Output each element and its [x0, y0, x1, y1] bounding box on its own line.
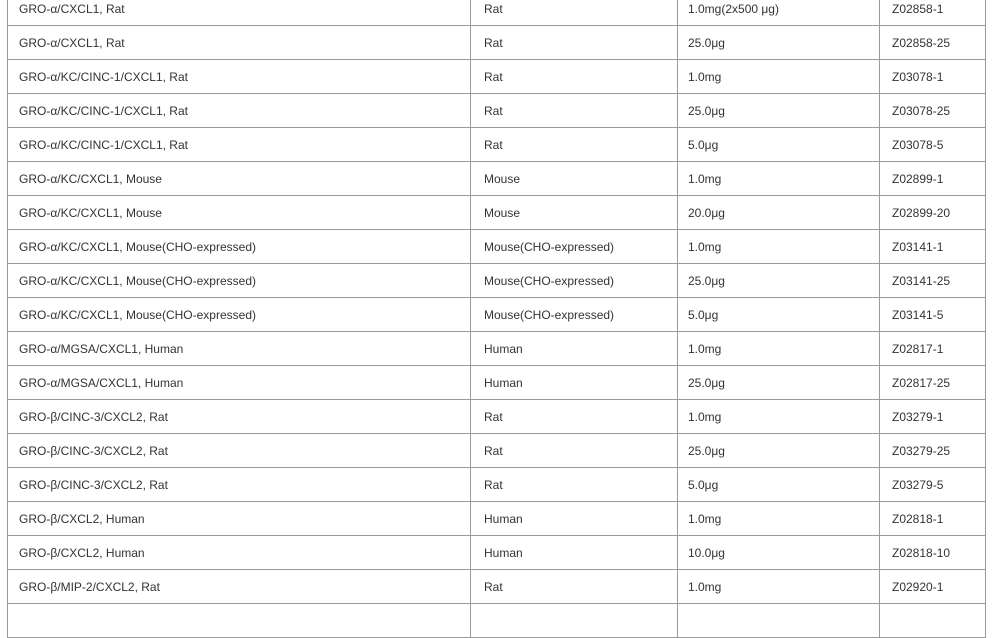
- product-name-cell: GRO-α/KC/CINC-1/CXCL1, Rat: [8, 128, 471, 162]
- species-cell: Human: [471, 366, 678, 400]
- product-name-cell: GRO-α/KC/CXCL1, Mouse(CHO-expressed): [8, 230, 471, 264]
- product-name-cell: GRO-β/CXCL2, Human: [8, 502, 471, 536]
- product-name-cell: GRO-β/CINC-3/CXCL2, Rat: [8, 468, 471, 502]
- species-cell: Human: [471, 502, 678, 536]
- species-cell: Human: [471, 536, 678, 570]
- catalog-number-cell: Z03279-25: [880, 434, 986, 468]
- table-row: [8, 60, 986, 94]
- product-name-cell: GRO-α/MGSA/CXCL1, Human: [8, 332, 471, 366]
- product-name-cell: GRO-α/KC/CXCL1, Mouse: [8, 162, 471, 196]
- catalog-number-cell: Z02818-10: [880, 536, 986, 570]
- table-row: [8, 196, 986, 230]
- catalog-number-cell: Z03078-25: [880, 94, 986, 128]
- catalog-number-cell: Z02817-1: [880, 332, 986, 366]
- catalog-number-cell: Z03078-1: [880, 60, 986, 94]
- size-cell: 1.0mg: [678, 230, 880, 264]
- size-cell: 1.0mg: [678, 162, 880, 196]
- catalog-number-cell: Z03141-5: [880, 298, 986, 332]
- table-row: [8, 536, 986, 570]
- catalog-number-cell: [880, 604, 986, 638]
- table-row: [8, 434, 986, 468]
- size-cell: 25.0μg: [678, 366, 880, 400]
- catalog-number-cell: Z02920-1: [880, 570, 986, 604]
- size-cell: 1.0mg: [678, 60, 880, 94]
- table-row: [8, 94, 986, 128]
- catalog-number-cell: Z02858-1: [880, 0, 986, 26]
- product-name-cell: GRO-α/KC/CINC-1/CXCL1, Rat: [8, 94, 471, 128]
- table-row: [8, 332, 986, 366]
- product-name-cell: GRO-α/MGSA/CXCL1, Human: [8, 366, 471, 400]
- size-cell: 5.0μg: [678, 128, 880, 162]
- species-cell: Rat: [471, 468, 678, 502]
- catalog-number-cell: Z03279-5: [880, 468, 986, 502]
- table-row: [8, 570, 986, 604]
- species-cell: Rat: [471, 60, 678, 94]
- product-name-cell: GRO-α/KC/CXCL1, Mouse(CHO-expressed): [8, 264, 471, 298]
- size-cell: 5.0μg: [678, 468, 880, 502]
- species-cell: Human: [471, 332, 678, 366]
- table-row: [8, 366, 986, 400]
- species-cell: Rat: [471, 0, 678, 26]
- product-table-body: [8, 0, 986, 638]
- product-table: [7, 0, 986, 638]
- table-row: [8, 400, 986, 434]
- table-row: [8, 230, 986, 264]
- size-cell: 20.0μg: [678, 196, 880, 230]
- size-cell: 1.0mg: [678, 502, 880, 536]
- size-cell: 10.0μg: [678, 536, 880, 570]
- species-cell: Rat: [471, 128, 678, 162]
- table-row: [8, 0, 986, 26]
- product-name-cell: GRO-α/KC/CXCL1, Mouse: [8, 196, 471, 230]
- size-cell: 1.0mg: [678, 332, 880, 366]
- catalog-number-cell: Z03141-1: [880, 230, 986, 264]
- species-cell: Mouse: [471, 162, 678, 196]
- catalog-number-cell: Z02899-1: [880, 162, 986, 196]
- species-cell: Rat: [471, 434, 678, 468]
- size-cell: 25.0μg: [678, 264, 880, 298]
- size-cell: [678, 604, 880, 638]
- size-cell: 25.0μg: [678, 26, 880, 60]
- species-cell: Mouse(CHO-expressed): [471, 298, 678, 332]
- species-cell: Rat: [471, 94, 678, 128]
- catalog-number-cell: Z03279-1: [880, 400, 986, 434]
- table-row: [8, 264, 986, 298]
- product-name-cell: GRO-β/CXCL2, Human: [8, 536, 471, 570]
- size-cell: 5.0μg: [678, 298, 880, 332]
- table-row: [8, 162, 986, 196]
- table-row: [8, 298, 986, 332]
- species-cell: Rat: [471, 570, 678, 604]
- species-cell: Mouse: [471, 196, 678, 230]
- size-cell: 25.0μg: [678, 434, 880, 468]
- product-name-cell: GRO-α/CXCL1, Rat: [8, 26, 471, 60]
- product-name-cell: GRO-α/CXCL1, Rat: [8, 0, 471, 26]
- species-cell: Rat: [471, 26, 678, 60]
- table-row: [8, 468, 986, 502]
- species-cell: Mouse(CHO-expressed): [471, 230, 678, 264]
- size-cell: 1.0mg(2x500 μg): [678, 0, 880, 26]
- size-cell: 1.0mg: [678, 400, 880, 434]
- species-cell: Rat: [471, 400, 678, 434]
- table-row: [8, 502, 986, 536]
- product-name-cell: GRO-β/CINC-3/CXCL2, Rat: [8, 434, 471, 468]
- catalog-number-cell: Z02858-25: [880, 26, 986, 60]
- species-cell: Mouse(CHO-expressed): [471, 264, 678, 298]
- size-cell: 25.0μg: [678, 94, 880, 128]
- product-name-cell: GRO-β/MIP-2/CXCL2, Rat: [8, 570, 471, 604]
- product-table-container: [7, 0, 985, 638]
- catalog-number-cell: Z02817-25: [880, 366, 986, 400]
- catalog-number-cell: Z02818-1: [880, 502, 986, 536]
- product-name-cell: GRO-β/CINC-3/CXCL2, Rat: [8, 400, 471, 434]
- table-row: [8, 604, 986, 638]
- product-name-cell: [8, 604, 471, 638]
- catalog-number-cell: Z03078-5: [880, 128, 986, 162]
- species-cell: [471, 604, 678, 638]
- catalog-number-cell: Z02899-20: [880, 196, 986, 230]
- product-name-cell: GRO-α/KC/CINC-1/CXCL1, Rat: [8, 60, 471, 94]
- product-name-cell: GRO-α/KC/CXCL1, Mouse(CHO-expressed): [8, 298, 471, 332]
- catalog-number-cell: Z03141-25: [880, 264, 986, 298]
- table-row: [8, 26, 986, 60]
- table-row: [8, 128, 986, 162]
- size-cell: 1.0mg: [678, 570, 880, 604]
